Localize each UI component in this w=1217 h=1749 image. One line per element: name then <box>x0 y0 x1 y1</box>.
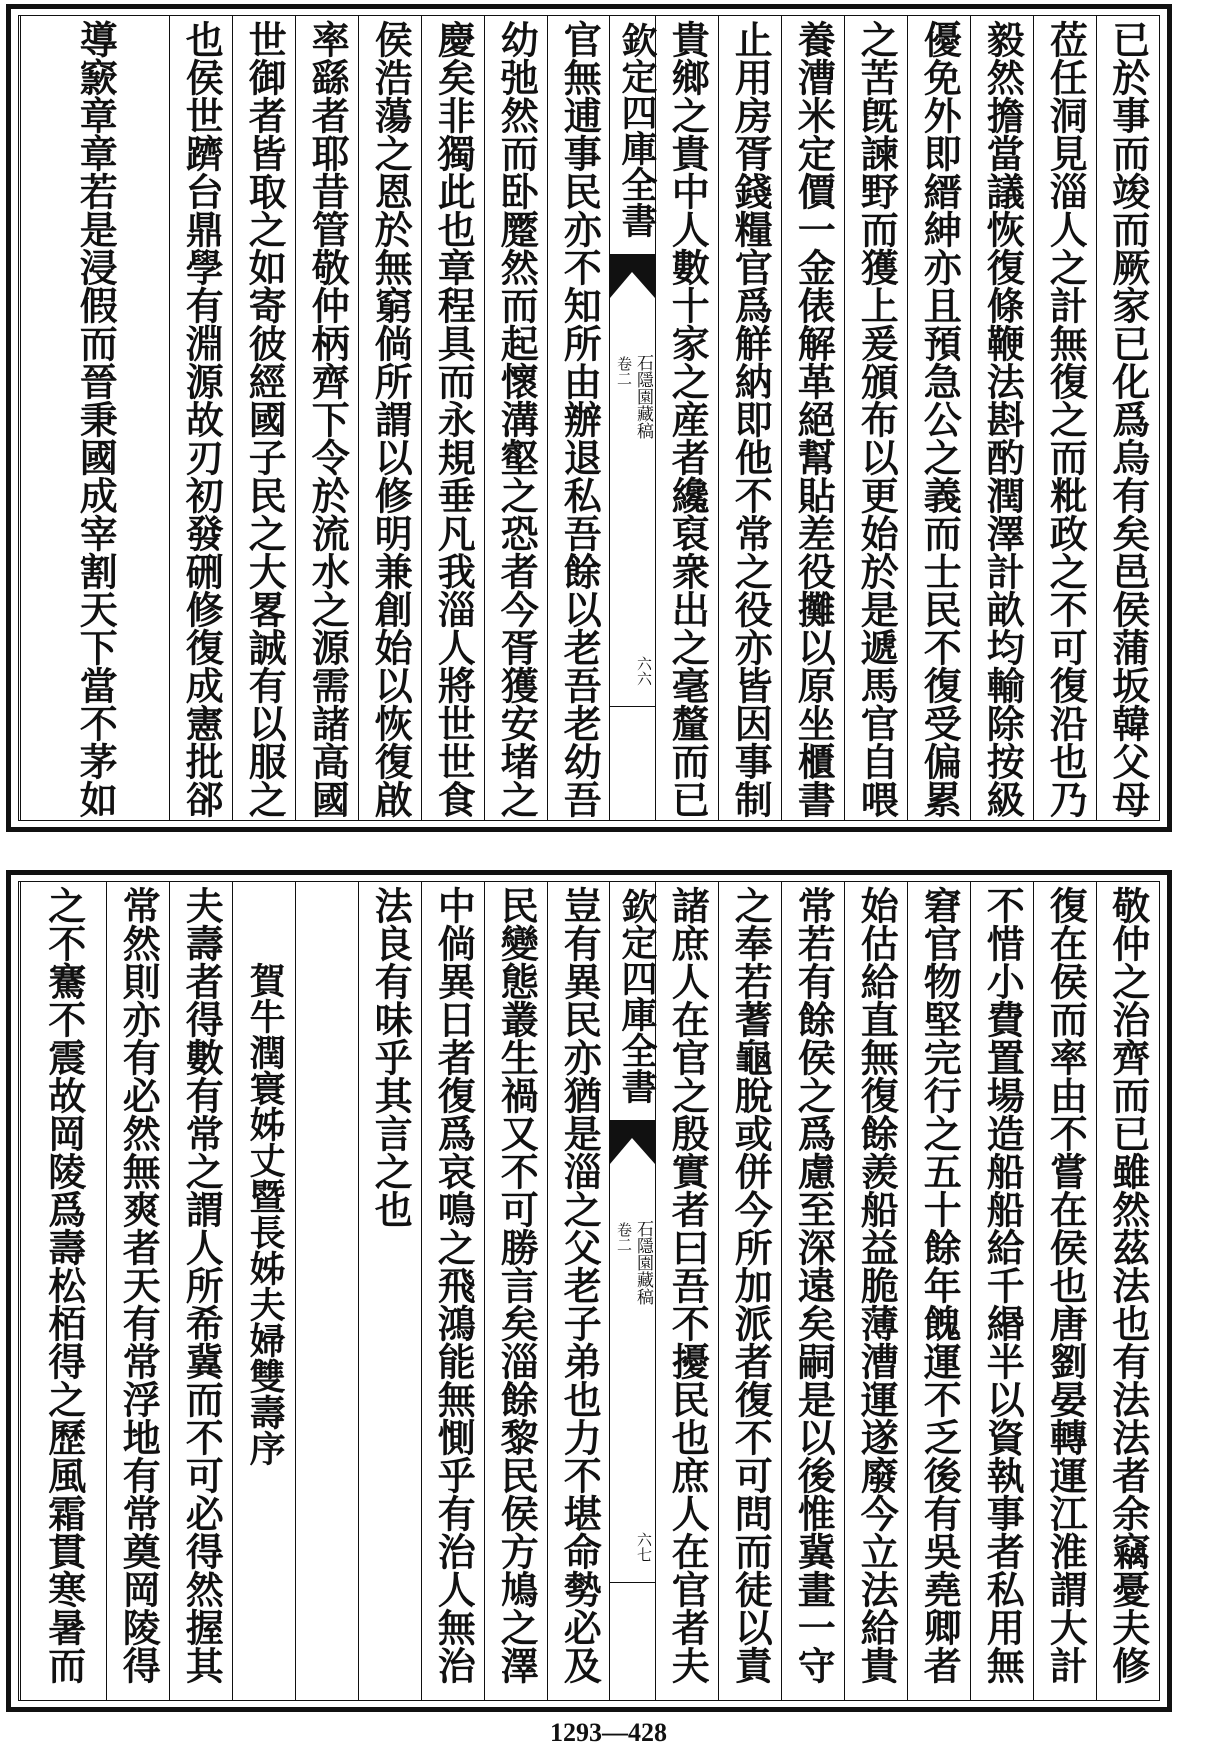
text-column: 毅然擔當議恢復條鞭法斟酌潤澤計畝均輸除按級 <box>970 16 1034 820</box>
text-column: 敬仲之治齊而已雖然茲法也有法法者余竊憂夫修 <box>1096 882 1159 1700</box>
page-panel-top <box>6 4 1172 832</box>
text-column: 慶矣非獨此也章程具而永規垂凡我淄人將世世食 <box>421 16 485 820</box>
text-column: 養漕米定價一金俵解革絕幫貼差役攤以原坐櫃書 <box>781 16 845 820</box>
text-column: 中倘異日者復爲哀鳴之飛鴻能無惻乎有治人無治 <box>421 882 485 1700</box>
volume-label: 卷二 <box>615 356 633 386</box>
text-column: 率繇者耶昔管敬仲柄齊下令於流水之源需諸高國 <box>295 16 359 820</box>
center-spine <box>609 16 656 820</box>
spine-rule <box>610 1582 655 1583</box>
leaf-number: 六七 <box>635 1532 653 1562</box>
text-column: 侯浩蕩之恩於無窮倘所謂以修明兼創始以恢復啟 <box>358 16 422 820</box>
panel-frame <box>18 15 1160 821</box>
text-column: 復在侯而率由不嘗在侯也唐劉晏轉運江淮謂大計 <box>1033 882 1097 1700</box>
text-column: 法良有味乎其言之也 <box>358 882 422 1700</box>
text-column <box>295 882 359 1700</box>
center-spine <box>609 882 656 1700</box>
text-column: 窘官物堅完行之五十餘年餽運不乏後有吳堯卿者 <box>907 882 971 1700</box>
text-column: 導窾章章若是浸假而晉秉國成宰割天下當不茅如 <box>20 16 170 820</box>
book-title: 欽定四庫全書 <box>616 22 658 238</box>
text-column: 始估給直無復餘羨船益脆薄漕運遂廢今立法給貴 <box>844 882 908 1700</box>
page-panel-bottom <box>6 870 1172 1712</box>
text-column: 官無逋事民亦不知所由辦退私吾餘以老吾老幼吾 <box>547 16 611 820</box>
text-column: 不惜小費置場造船船給千緡半以資執事者私用無 <box>970 882 1034 1700</box>
text-column: 也侯世躋台鼎學有淵源故刃初發硎修復成憲批郤 <box>169 16 233 820</box>
text-column: 幼弛然而卧蹷然而起懷溝壑之恐者今胥獲安堵之 <box>484 16 548 820</box>
text-column: 之苦旣諫野而獲上爰頒布以更始於是遞馬官自喂 <box>844 16 908 820</box>
text-column: 豈有異民亦猶是淄之父老子弟也力不堪命勢必及 <box>547 882 611 1700</box>
page-footer-number: 1293—428 <box>550 1718 667 1747</box>
text-column: 之不騫不震故岡陵爲壽松栢得之歷風霜貫寒暑而 <box>20 882 107 1700</box>
text-column: 止用房胥錢糧官爲觧納即他不常之役亦皆因事制 <box>718 16 782 820</box>
text-column: 常若有餘侯之爲慮至深遠矣嗣是以後惟冀畫一守 <box>781 882 845 1700</box>
fish-tail-mark <box>610 1120 655 1164</box>
text-column: 優免外即縉紳亦且預急公之義而士民不復受偏累 <box>907 16 971 820</box>
text-column: 世御者皆取之如寄彼經國子民之大畧誠有以服之 <box>232 16 296 820</box>
fish-tail-mark <box>610 254 655 298</box>
text-column: 諸庶人在官之殷實者曰吾不擾民也庶人在官者夫 <box>665 886 711 1684</box>
text-column: 夫壽者得數有常之謂人所希冀而不可必得然握其 <box>169 882 233 1700</box>
essay-title-column: 賀牛潤寰姊丈暨長姊夫婦雙壽序 <box>232 882 296 1700</box>
text-column: 常然則亦有必然無爽者天有常浮地有常奠岡陵得 <box>106 882 170 1700</box>
text-column: 已於事而竣而厥家已化爲烏有矣邑侯蒲坂韓父母 <box>1096 16 1159 820</box>
spine-rule <box>610 706 655 707</box>
volume-label: 卷二 <box>615 1222 633 1252</box>
book-title: 欽定四庫全書 <box>616 888 658 1104</box>
text-column: 莅任洞見淄人之計無復之而粃政之不可復沿也乃 <box>1033 16 1097 820</box>
panel-frame <box>18 881 1160 1701</box>
library-name: 石隱園藏稿 <box>633 354 653 439</box>
library-name: 石隱園藏稿 <box>633 1220 653 1305</box>
text-column: 民變態叢生禍又不可勝言矣淄餘黎民侯方鳩之澤 <box>484 882 548 1700</box>
text-column: 貴鄉之貴中人數十家之産者纔裒衆出之毫釐而已 <box>665 20 711 818</box>
text-column: 之奉若蓍龜脫或併今所加派者復不可問而徒以責 <box>718 882 782 1700</box>
leaf-number: 六六 <box>635 656 653 686</box>
